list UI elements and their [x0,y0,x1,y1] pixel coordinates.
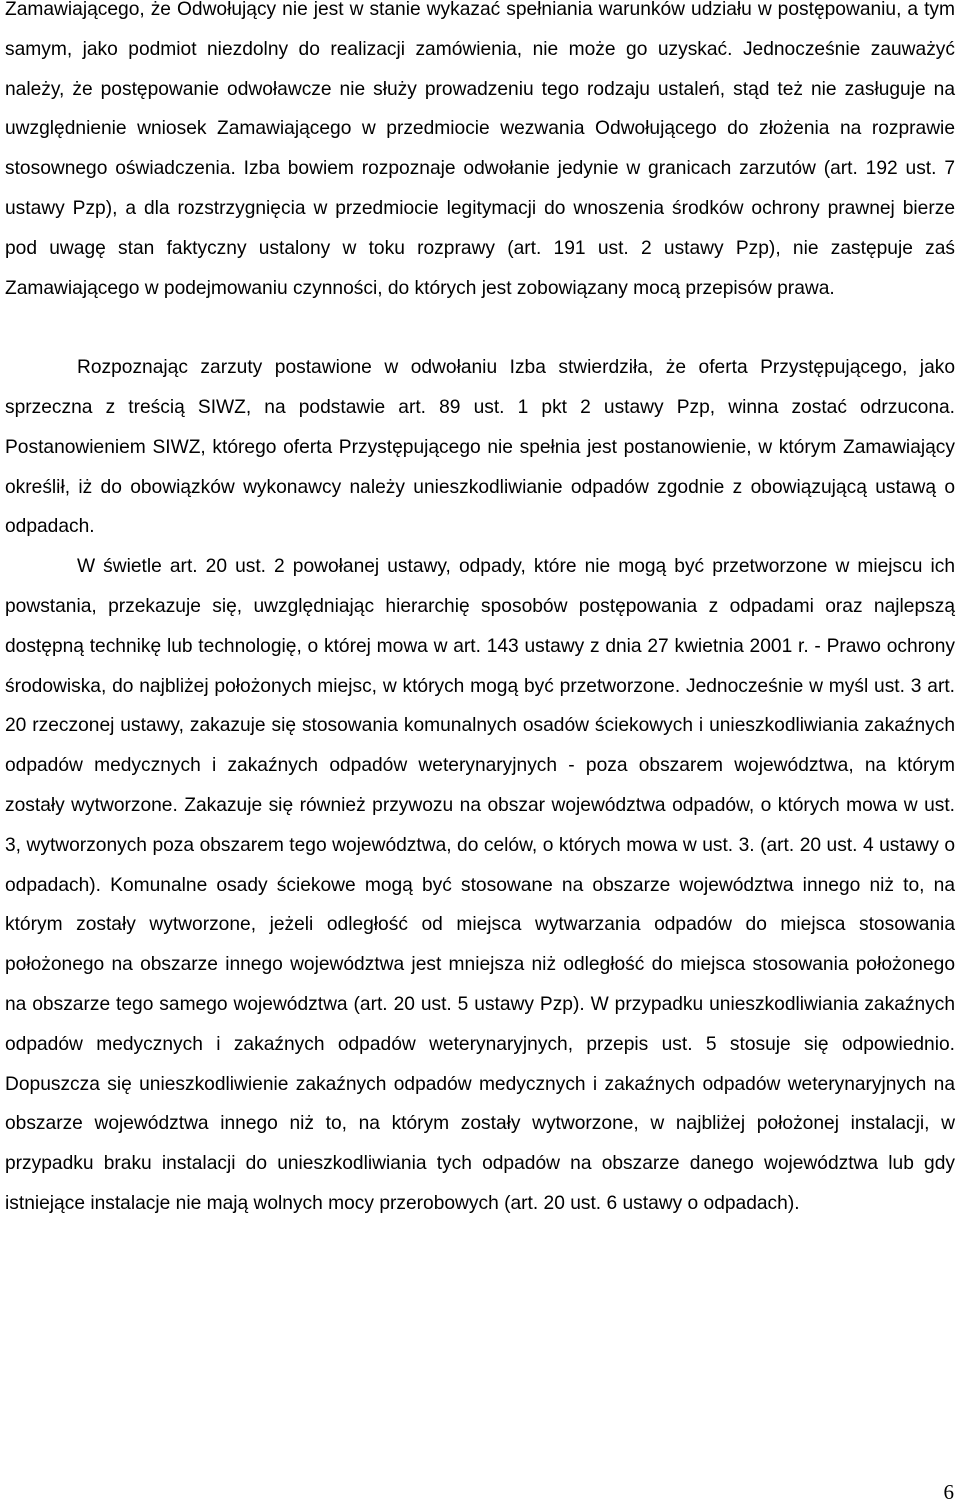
paragraph-law-analysis: W świetle art. 20 ust. 2 powołanej ustawy, odpady, które nie mogą być przetworzone w miejscu ich powstania, przekazuje się, uwzględniając hierarchię sposobów postępowania z odpadami oraz najlepszą dostępną technikę lub technologię, o której mowa w art. 143 ustawy z dnia 27 kwietnia 2001 r. - Prawo ochrony środowiska, do najbliżej położonych miejsc, w których mogą być przetworzone. Jednocześnie w myśl ust. 3 art. 20 rzeczonej ustawy, zakazuje się stosowania komunalnych osadów ściekowych i unieszkodliwiania zakaźnych odpadów medycznych i zakaźnych odpadów weterynaryjnych - poza obszarem województwa, na którym zostały wytworzone. Zakazuje się również przywozu na obszar województwa odpadów, o których mowa w ust. 3, wytworzonych poza obszarem tego województwa, do celów, o których mowa w ust. 3. (art. 20 ust. 4 ustawy o odpadach). Komunalne osady ściekowe mogą być stosowane na obszarze województwa innego niż to, na którym zostały wytworzone, jeżeli odległość od miejsca wytwarzania odpadów do miejsca stosowania położonego na obszarze innego województwa jest mniejsza niż odległość do miejsca stosowania położonego na obszarze tego samego województwa (art. 20 ust. 5 ustawy Pzp). W przypadku unieszkodliwiania zakaźnych odpadów medycznych i zakaźnych odpadów weterynaryjnych, przepis ust. 5 stosuje się odpowiednio. Dopuszcza się unieszkodliwienie zakaźnych odpadów medycznych i zakaźnych odpadów weterynaryjnych na obszarze województwa innego niż to, na którym zostały wytworzone, w najbliżej położonej instalacji, w przypadku braku instalacji do unieszkodliwiania tych odpadów na obszarze danego województwa lub gdy istniejące instalacje nie mają wolnych mocy przerobowych (art. 20 ust. 6 ustawy o odpadach). [5,556,955,1214]
page-number: 6 [943,1480,954,1504]
paragraph-findings: Rozpoznając zarzuty postawione w odwołaniu Izba stwierdziła, że oferta Przystępującego, jako sprzeczna z treścią SIWZ, na podstawie art. 89 ust. 1 pkt 2 ustawy Pzp, winna zostać odrzucona. Postanowieniem SIWZ, którego oferta Przystępującego nie spełnia jest postanowienie, w którym Zamawiający określił, iż do obowiązków wykonawcy należy unieszkodliwianie odpadów zgodnie z obowiązującą ustawą o odpadach. [5,357,955,538]
paragraph-continued: Zamawiającego, że Odwołujący nie jest w stanie wykazać spełniania warunków udziału w postępowaniu, a tym samym, jako podmiot niezdolny do realizacji zamówienia, nie może go uzyskać. Jednocześnie zauważyć należy, że postępowanie odwoławcze nie służy prowadzeniu tego rodzaju ustaleń, stąd też nie zasługuje na uwzględnienie wniosek Zamawiającego w przedmiocie wezwania Odwołującego do złożenia na rozprawie stosownego oświadczenia. Izba bowiem rozpoznaje odwołanie jedynie w granicach zarzutów (art. 192 ust. 7 ustawy Pzp), a dla rozstrzygnięcia w przedmiocie legitymacji do wnoszenia środków ochrony prawnej bierze pod uwagę stan faktyczny ustalony w toku rozprawy (art. 191 ust. 2 ustawy Pzp), nie zastępuje zaś Zamawiającego w podejmowaniu czynności, do których jest zobowiązany mocą przepisów prawa. [5,0,955,299]
document-page [5,0,955,1224]
